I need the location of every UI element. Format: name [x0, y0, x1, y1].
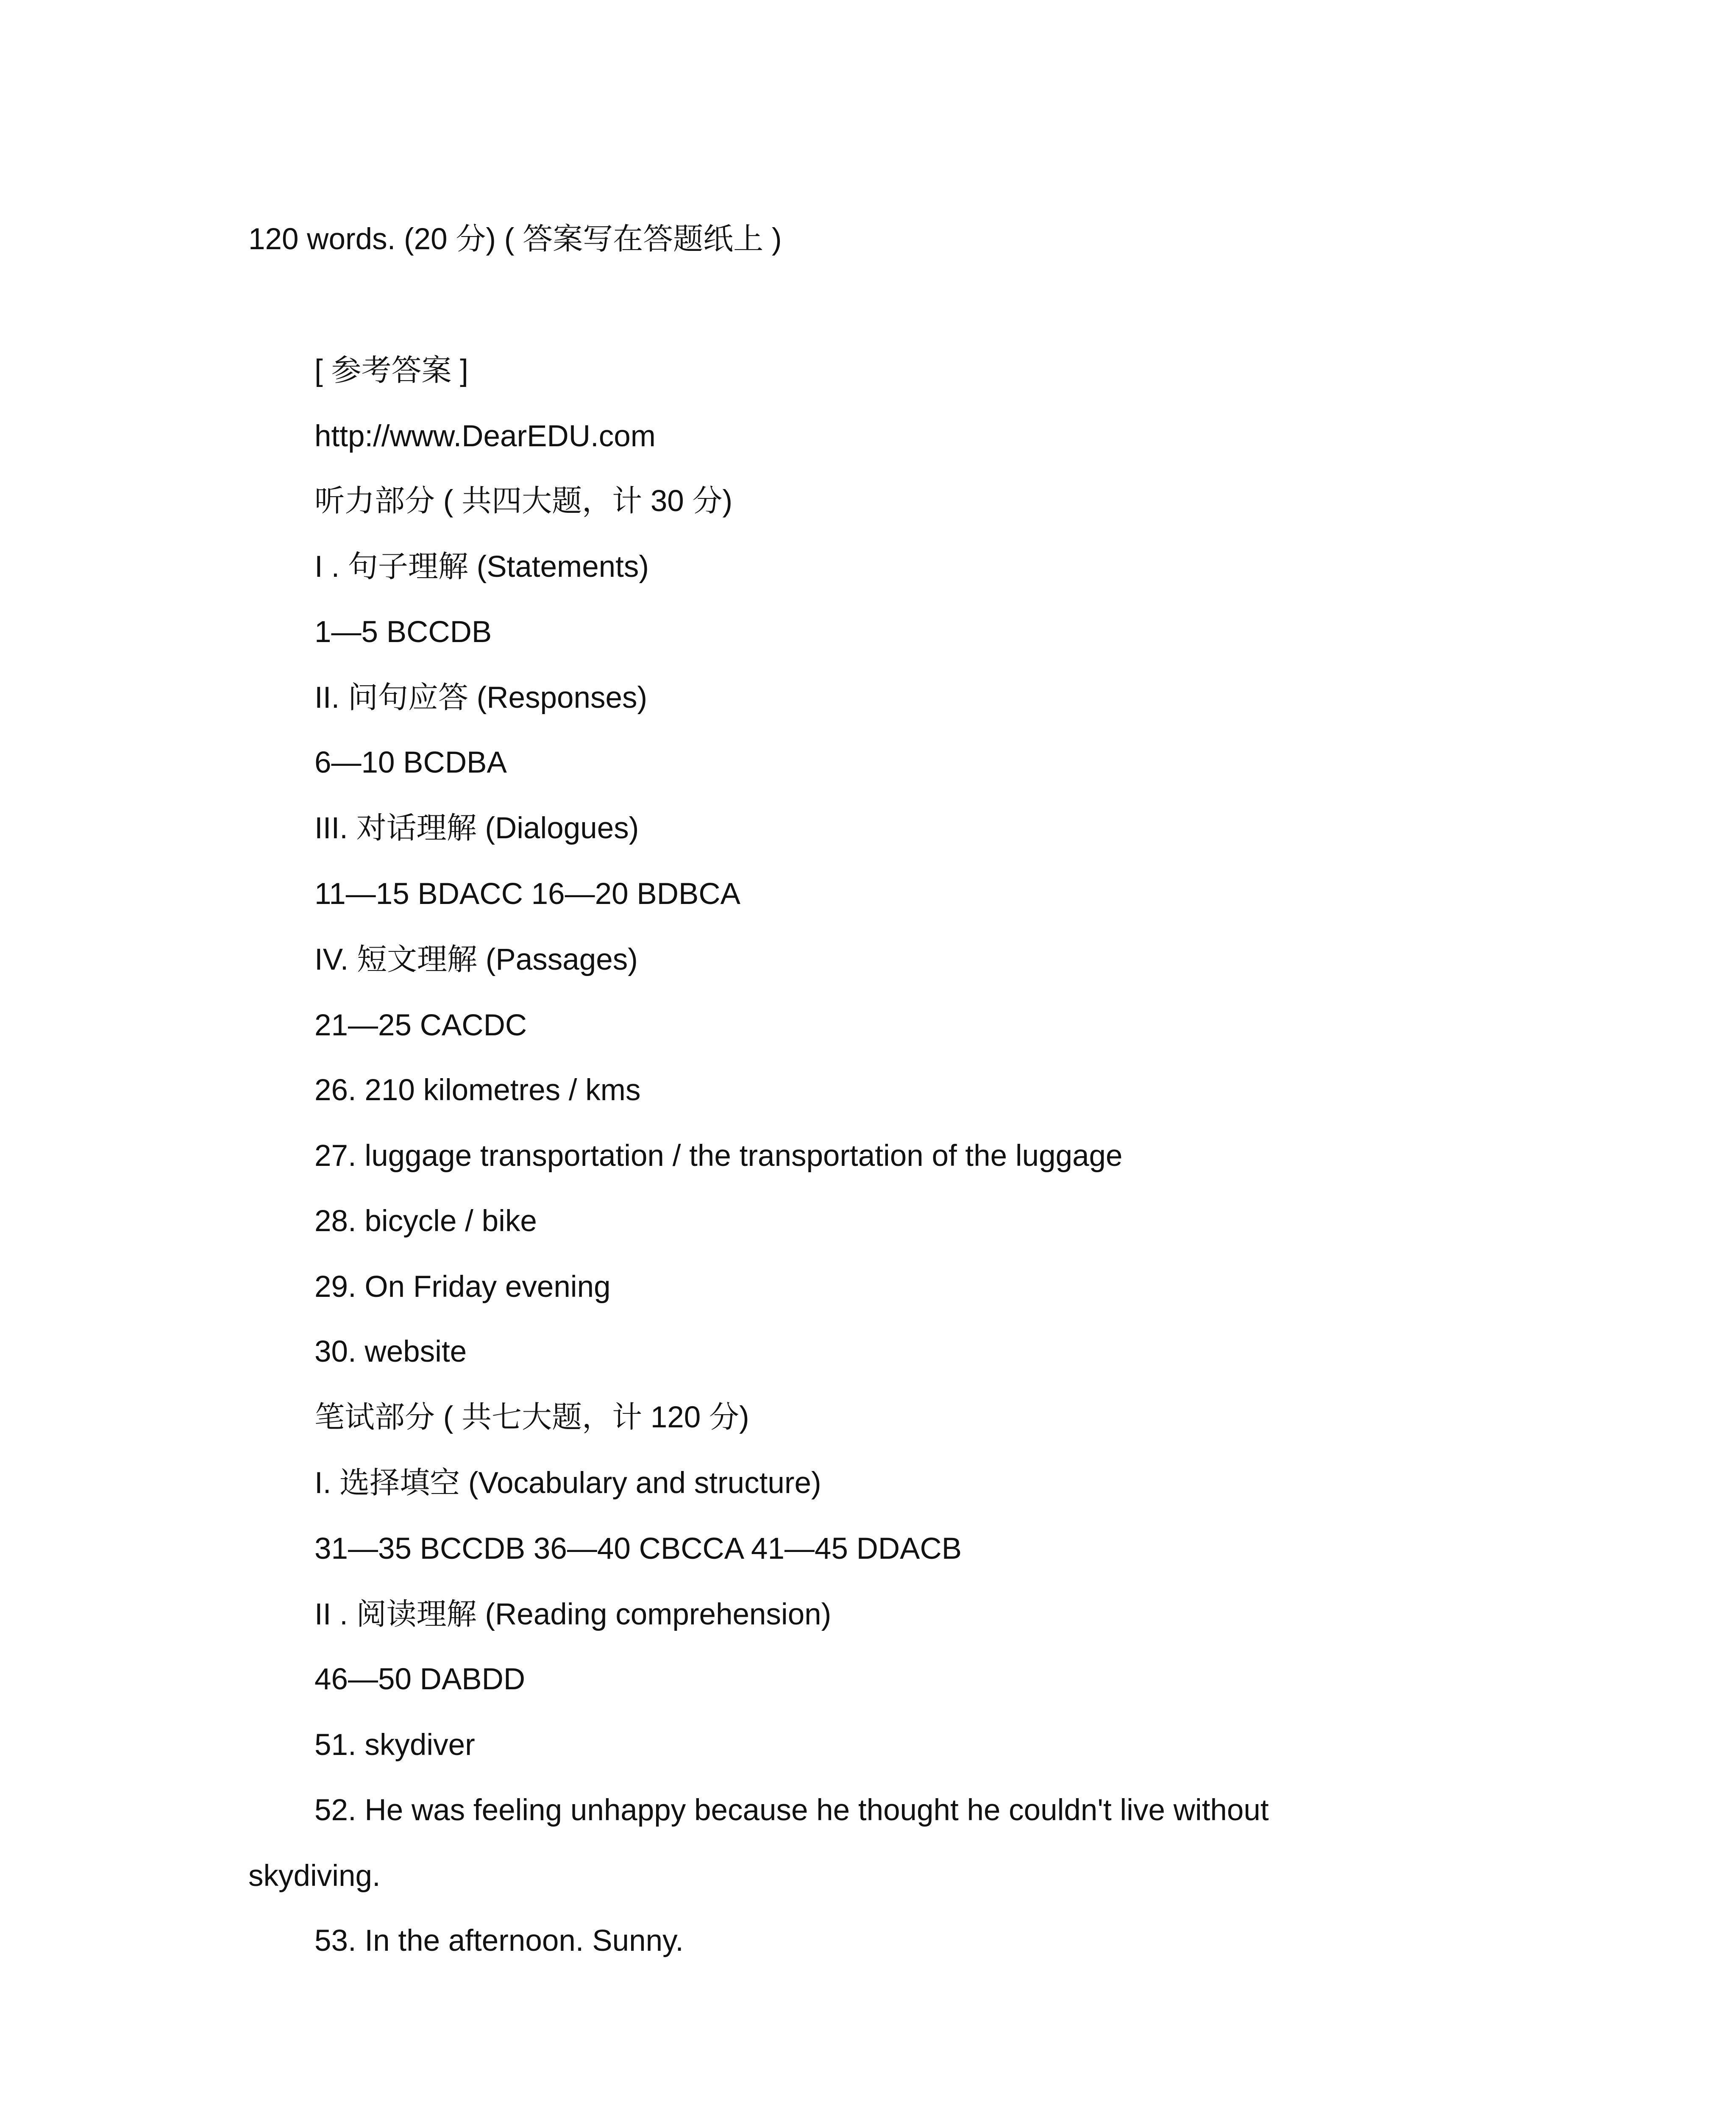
answer-line: 11—15 BDACC 16—20 BDBCA: [314, 877, 740, 911]
part-ii-responses: II. 问句应答 (Responses): [314, 681, 648, 715]
answer-line: 21—25 CACDC: [314, 1009, 527, 1042]
answer-line-continued: skydiving.: [248, 1859, 381, 1893]
answer-line: 51. skydiver: [314, 1728, 475, 1762]
part-ii-reading: II . 阅读理解 (Reading comprehension): [314, 1598, 832, 1631]
writing-section-heading: 笔试部分 ( 共七大题，计 120 分): [314, 1401, 749, 1434]
answer-line: 31—35 BCCDB 36—40 CBCCA 41—45 DDACB: [314, 1532, 962, 1566]
answer-line: 28. bicycle / bike: [314, 1204, 537, 1238]
answer-line: 27. luggage transportation / the transportation of the luggage: [314, 1139, 1123, 1173]
answer-line: 1—5 BCCDB: [314, 615, 492, 649]
answer-key-heading: [ 参考答案 ]: [314, 354, 468, 387]
answer-line: 53. In the afternoon. Sunny.: [314, 1924, 684, 1958]
part-i-statements: I . 句子理解 (Statements): [314, 550, 649, 584]
answer-line: 6—10 BCDBA: [314, 746, 507, 779]
intro-line: 120 words. (20 分) ( 答案写在答题纸上 ): [248, 222, 782, 256]
part-i-vocabulary: I. 选择填空 (Vocabulary and structure): [314, 1466, 821, 1500]
answer-line: 46—50 DABDD: [314, 1663, 526, 1696]
answer-line: 29. On Friday evening: [314, 1270, 611, 1304]
answer-line: 26. 210 kilometres / kms: [314, 1073, 641, 1107]
answer-line: 30. website: [314, 1335, 467, 1368]
website-link[interactable]: http://www.DearEDU.com: [314, 420, 656, 453]
listening-section-heading: 听力部分 ( 共四大题，计 30 分): [314, 484, 733, 518]
part-iv-passages: IV. 短文理解 (Passages): [314, 943, 638, 976]
part-iii-dialogues: III. 对话理解 (Dialogues): [314, 812, 639, 845]
answer-line: 52. He was feeling unhappy because he thought he couldn't live without: [314, 1794, 1269, 1827]
